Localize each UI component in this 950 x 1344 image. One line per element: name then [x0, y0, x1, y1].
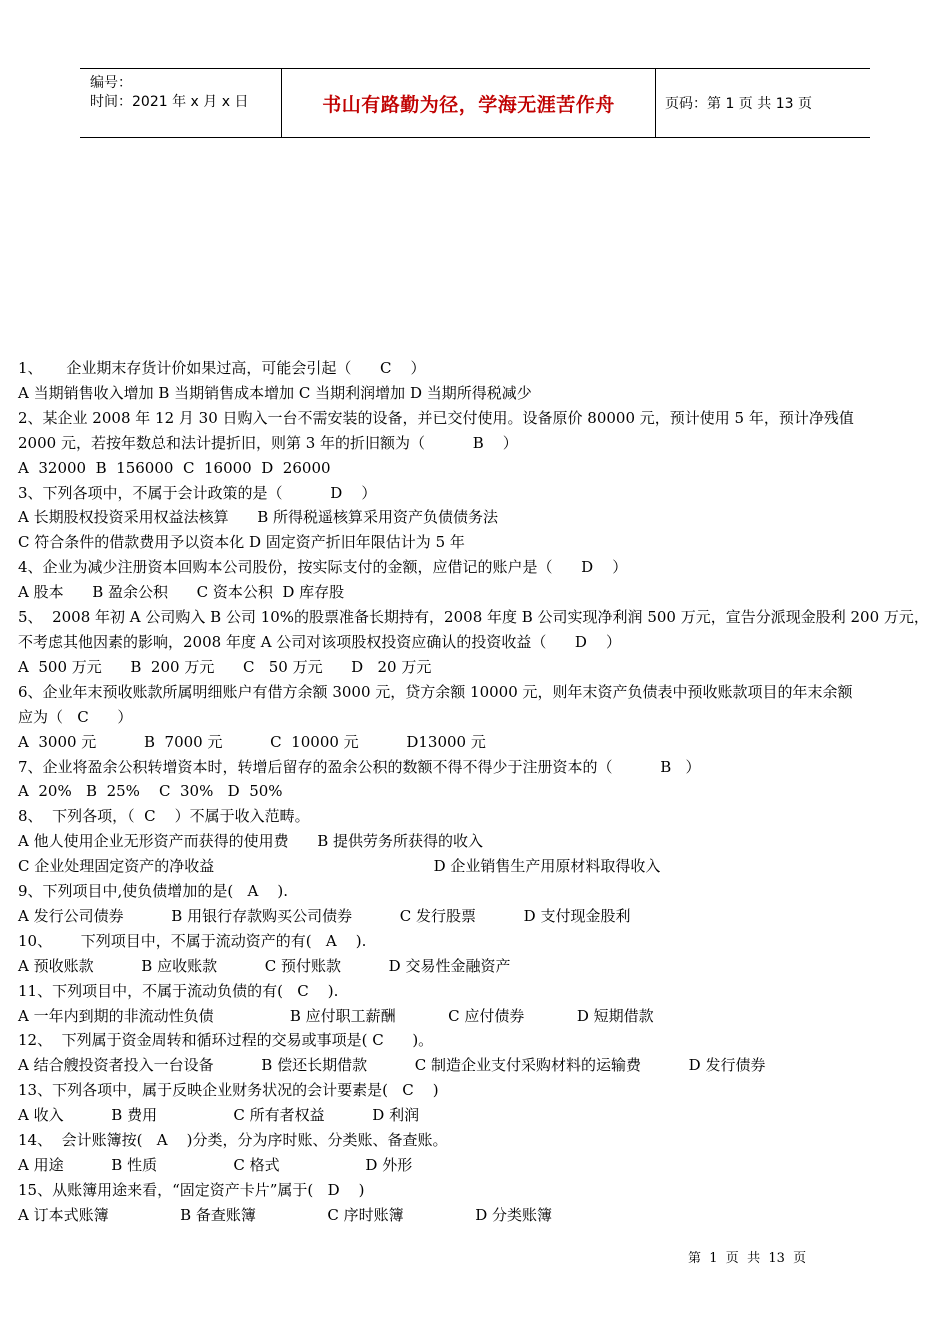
text-line: A 结合艘投资者投入一台设备 B 偿还长期借款 C 制造企业支付采购材料的运输费 D 发行债券	[18, 1056, 766, 1075]
text-line: 6、企业年末预收账款所属明细账户有借方余额 3000 元，贷方余额 10000 元，则年末资产负债表中预收账款项目的年末余额	[18, 682, 853, 701]
text-line: 10、 下列项目中，不属于流动资产的有( A ).	[18, 931, 367, 950]
text-line: 8、 下列各项，（ C ）不属于收入范畴。	[18, 807, 310, 826]
text-line: A 3000 元 B 7000 元 C 10000 元 D13000 元	[18, 732, 486, 751]
text-line: A 20% B 25% C 30% D 50%	[18, 782, 283, 801]
text-line: A 长期股权投资采用权益法核算 B 所得税遥核算采用资产负债债务法	[18, 508, 499, 527]
text-line: 1、 企业期末存货计价如果过高，可能会引起（ C ）	[18, 359, 426, 377]
text-line: 11、下列项目中，不属于流动负债的有( C ).	[18, 981, 339, 1000]
header-page-info-cell	[655, 69, 870, 137]
text-line: A 股本 B 盈余公积 C 资本公积 D 库存股	[18, 583, 345, 602]
text-line: 应为（ C ）	[18, 707, 133, 726]
text-line: A 一年内到期的非流动性负债 B 应付职工薪酬 C 应付债券 D 短期借款	[18, 1006, 654, 1025]
text-line: C 企业处理固定资产的净收益 D 企业销售生产用原材料取得收入	[18, 857, 661, 876]
text-line: 14、 会计账簿按( A )分类，分为序时账、分类账、备查账。	[18, 1131, 448, 1150]
text-line: A 发行公司债券 B 用银行存款购买公司债券 C 发行股票 D 支付现金股利	[18, 906, 631, 925]
text-line: 2000 元，若按年数总和法计提折旧，则第 3 年的折旧额为（ B ）	[18, 433, 518, 452]
motto: 书山有路勤为径，学海无涯苦作舟	[322, 93, 615, 116]
document-body	[18, 356, 934, 1228]
text-line: 12、 下列属于资金周转和循环过程的交易或事项是( C )。	[18, 1031, 434, 1050]
text-line: 13、下列各项中，属于反映企业财务状况的会计要素是( C )	[18, 1081, 439, 1100]
text-line: A 当期销售收入增加 B 当期销售成本增加 C 当期利润增加 D 当期所得税减少	[18, 383, 532, 402]
text-line: 不考虑其他因素的影响，2008 年度 A 公司对该项股权投资应确认的投资收益（ D ）	[18, 632, 622, 651]
text-line: C 符合条件的借款费用予以资本化 D 固定资产折旧年限估计为 5 年	[18, 533, 465, 552]
text-line: A 收入 B 费用 C 所有者权益 D 利润	[18, 1106, 420, 1125]
text-line: 7、企业将盈余公积转增资本时，转增后留存的盈余公积的数额不得不得少于注册资本的（ B ）	[18, 757, 701, 776]
time-label: 时间：2021 年 x 月 x 日	[90, 94, 249, 110]
text-line: 3、下列各项中，不属于会计政策的是（ D ）	[18, 483, 377, 502]
text-line: 5、 2008 年初 A 公司购入 B 公司 10%的股票准备长期持有，2008 年度 B 公司实现净利润 500 万元，宣告分派现金股利 200 万元，	[18, 608, 929, 627]
text-line: A 他人使用企业无形资产而获得的使用费 B 提供劳务所获得的收入	[18, 832, 484, 851]
text-line: A 预收账款 B 应收账款 C 预付账款 D 交易性金融资产	[18, 956, 511, 975]
header-meta	[80, 69, 280, 137]
page-footer: 第 1 页 共 13 页	[688, 1251, 807, 1266]
page-header	[80, 68, 870, 138]
text-line: 15、从账簿用途来看，“固定资产卡片”属于( D )	[18, 1180, 365, 1199]
text-line: A 32000 B 156000 C 16000 D 26000	[18, 458, 331, 477]
text-line: A 用途 B 性质 C 格式 D 外形	[18, 1156, 413, 1174]
text-line: 2、某企业 2008 年 12 月 30 日购入一台不需安装的设备，并已交付使用。设备原价 80000 元，预计使用 5 年，预计净残值	[18, 408, 854, 427]
text-line: 9、下列项目中,使负债增加的是( A ).	[18, 882, 288, 901]
text-line: A 订本式账簿 B 备查账簿 C 序时账簿 D 分类账簿	[18, 1205, 552, 1224]
page-info: 页码：第 1 页 共 13 页	[665, 96, 812, 112]
text-line: A 500 万元 B 200 万元 C 50 万元 D 20 万元	[18, 657, 432, 676]
header-motto-cell	[281, 69, 656, 137]
text-line: 4、企业为减少注册资本回购本公司股份，按实际支付的金额，应借记的账户是（ D ）	[18, 558, 628, 577]
serial-label: 编号：	[90, 75, 132, 91]
